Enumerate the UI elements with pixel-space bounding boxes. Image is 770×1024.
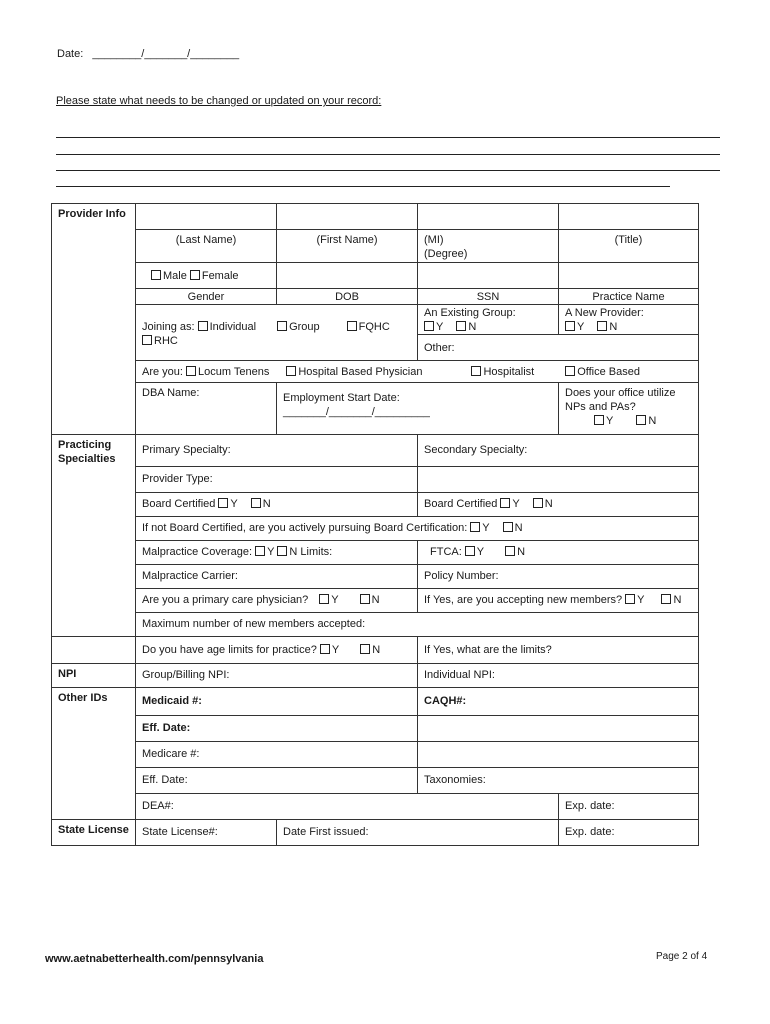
provider-form-table (51, 203, 699, 846)
date-label: Date: (57, 48, 84, 60)
dob-field[interactable] (277, 263, 418, 289)
ssn-field[interactable] (418, 263, 559, 289)
dea-field[interactable]: DEA#: (136, 793, 559, 819)
ftca-yes-checkbox[interactable] (465, 546, 475, 556)
footer-url: www.aetnabetterhealth.com/pennsylvania (45, 953, 264, 965)
first-name-field[interactable] (277, 204, 418, 230)
pcp-no-checkbox[interactable] (360, 594, 370, 604)
age-limits-row: Do you have age limits for practice? Y N (136, 636, 418, 663)
employment-start-field[interactable]: Employment Start Date: _______/_______/_________ (277, 383, 559, 435)
medicare-field[interactable]: Medicare #: (136, 741, 418, 767)
taxonomies-field[interactable]: Taxonomies: (418, 767, 699, 793)
existing-group-yes-checkbox[interactable] (424, 321, 434, 331)
utilize-np-yes-checkbox[interactable] (594, 415, 604, 425)
section-specialties: Practicing Specialties (52, 435, 136, 467)
male-label: Male (163, 269, 187, 282)
malpractice-carrier-field[interactable]: Malpractice Carrier: (136, 564, 418, 588)
dea-exp-date-field[interactable]: Exp. date: (559, 793, 699, 819)
mi-degree-label: (MI) (Degree) (418, 230, 559, 263)
accepting-yes-checkbox[interactable] (625, 594, 635, 604)
write-line-2[interactable] (56, 154, 720, 155)
new-provider-yes-checkbox[interactable] (565, 321, 575, 331)
pursuing-no-checkbox[interactable] (503, 522, 513, 532)
existing-group-no-checkbox[interactable] (456, 321, 466, 331)
existing-group-cell: An Existing Group: Y N (418, 305, 559, 335)
medicaid-eff-date-field[interactable]: Eff. Date: (136, 715, 418, 741)
board-certified-primary: Board Certified Y N (136, 492, 418, 516)
first-name-label: (First Name) (277, 230, 418, 263)
pursuing-board-row: If not Board Certified, are you actively pursuing Board Certification: Y N (136, 516, 699, 540)
write-line-1[interactable] (56, 137, 720, 138)
gender-options (136, 263, 277, 289)
instruction-text: Please state what needs to be changed or updated on your record: (56, 95, 382, 107)
hospitalist-checkbox[interactable] (471, 366, 481, 376)
practice-name-field[interactable] (559, 263, 699, 289)
individual-checkbox[interactable] (198, 321, 208, 331)
joining-as-label: Joining as: (142, 320, 195, 333)
primary-specialty-field[interactable]: Primary Specialty: (136, 435, 418, 467)
write-line-3[interactable] (56, 170, 720, 171)
new-provider-cell: A New Provider: Y N (559, 305, 699, 335)
age-limits-yes-checkbox[interactable] (320, 644, 330, 654)
section-npi: NPI (52, 663, 136, 687)
board-primary-yes-checkbox[interactable] (218, 498, 228, 508)
joining-as-cell: Joining as: Individual Group FQHC RHC (136, 305, 418, 361)
other-field[interactable] (418, 335, 699, 361)
pcp-yes-checkbox[interactable] (319, 594, 329, 604)
policy-number-field[interactable]: Policy Number: (418, 564, 699, 588)
are-you-row: Are you: Locum Tenens Hospital Based Physician Hospitalist Office Based (136, 361, 699, 383)
utilize-np-cell: Does your office utilize NPs and PAs? Y N (559, 383, 699, 435)
office-based-checkbox[interactable] (565, 366, 575, 376)
locum-checkbox[interactable] (186, 366, 196, 376)
ftca-row: FTCA: Y N (418, 540, 699, 564)
first-issued-field[interactable]: Date First issued: (277, 819, 559, 845)
what-limits-field[interactable]: If Yes, what are the limits? (418, 636, 699, 663)
ftca-no-checkbox[interactable] (505, 546, 515, 556)
board-secondary-no-checkbox[interactable] (533, 498, 543, 508)
practice-name-label: Practice Name (559, 289, 699, 305)
caqh-field[interactable]: CAQH#: (418, 687, 699, 715)
rhc-checkbox[interactable] (142, 335, 152, 345)
medicaid-field[interactable]: Medicaid #: (136, 687, 418, 715)
accepting-no-checkbox[interactable] (661, 594, 671, 604)
malpractice-yes-checkbox[interactable] (255, 546, 265, 556)
new-provider-no-checkbox[interactable] (597, 321, 607, 331)
utilize-np-no-checkbox[interactable] (636, 415, 646, 425)
dob-label: DOB (277, 289, 418, 305)
date-blank[interactable]: ________/_______/________ (92, 48, 240, 60)
pursuing-yes-checkbox[interactable] (470, 522, 480, 532)
group-checkbox[interactable] (277, 321, 287, 331)
female-checkbox[interactable] (190, 270, 200, 280)
group-npi-field[interactable]: Group/Billing NPI: (136, 663, 418, 687)
license-exp-date-field[interactable]: Exp. date: (559, 819, 699, 845)
malpractice-coverage-row: Malpractice Coverage: Y N Limits: (136, 540, 418, 564)
section-provider-info: Provider Info (52, 204, 136, 230)
section-other-ids: Other IDs (52, 687, 136, 715)
date-line (57, 48, 239, 60)
accepting-row: If Yes, are you accepting new members? Y N (418, 588, 699, 612)
write-line-4[interactable] (56, 186, 670, 187)
title-field[interactable] (559, 204, 699, 230)
age-limits-no-checkbox[interactable] (360, 644, 370, 654)
last-name-label: (Last Name) (136, 230, 277, 263)
gender-label: Gender (136, 289, 277, 305)
female-label: Female (201, 269, 239, 282)
mi-degree-field[interactable] (418, 204, 559, 230)
other-label: Other: (424, 341, 455, 354)
state-license-field[interactable]: State License#: (136, 819, 277, 845)
page-number: Page 2 of 4 (656, 951, 708, 962)
male-checkbox[interactable] (151, 270, 161, 280)
provider-type-field[interactable]: Provider Type: (136, 466, 418, 492)
secondary-specialty-field[interactable]: Secondary Specialty: (418, 435, 699, 467)
fqhc-checkbox[interactable] (347, 321, 357, 331)
ssn-label: SSN (418, 289, 559, 305)
board-secondary-yes-checkbox[interactable] (500, 498, 510, 508)
individual-npi-field[interactable]: Individual NPI: (418, 663, 699, 687)
last-name-field[interactable] (136, 204, 277, 230)
section-state-license: State License (52, 819, 136, 845)
title-label: (Title) (559, 230, 699, 263)
board-primary-no-checkbox[interactable] (251, 498, 261, 508)
malpractice-no-checkbox[interactable] (277, 546, 287, 556)
board-certified-secondary: Board Certified Y N (418, 492, 699, 516)
pcp-row: Are you a primary care physician? Y N (136, 588, 418, 612)
max-members-field[interactable]: Maximum number of new members accepted: (136, 612, 699, 636)
hospital-based-checkbox[interactable] (286, 366, 296, 376)
dba-name-field[interactable]: DBA Name: (136, 383, 277, 435)
medicare-eff-date-field[interactable]: Eff. Date: (136, 767, 418, 793)
